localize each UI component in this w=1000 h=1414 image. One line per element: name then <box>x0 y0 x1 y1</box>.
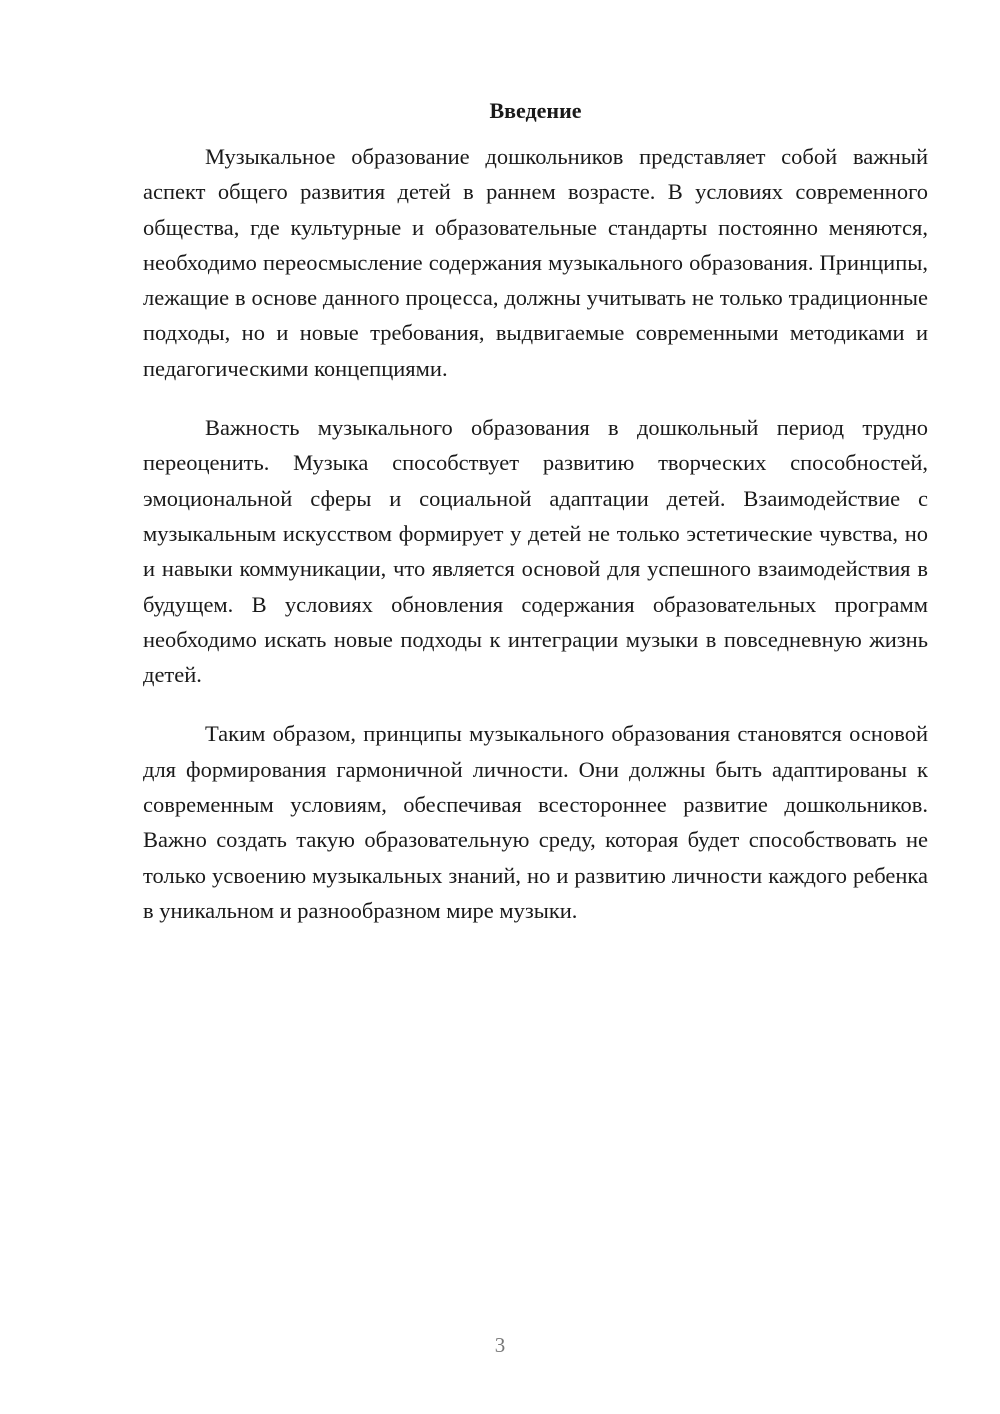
page-title: Введение <box>489 98 582 123</box>
paragraph-3: Таким образом, принципы музыкального образования становятся основой для формирования гармоничной личности. Они должны быть адаптированы к современным условиям, обеспечивая всестороннее развитие дошкольников. Важно создать такую образовательную среду, которая будет способствовать не только усвоению музыкальных знаний, но и развитию личности каждого ребенка в уникальном и разнообразном мире музыки. <box>143 721 928 923</box>
paragraph-1: Музыкальное образование дошкольников представляет собой важный аспект общего развития детей в раннем возрасте. В условиях современного общества, где культурные и образовательные стандарты постоянно меняются, необходимо переосмысление содержания музыкального образования. Принципы, лежащие в основе данного процесса, должны учитывать не только традиционные подходы, но и новые требования, выдвигаемые современными методиками и педагогическими концепциями. <box>143 144 928 381</box>
paragraph-2: Важность музыкального образования в дошкольный период трудно переоценить. Музыка способствует развитию творческих способностей, эмоциональной сферы и социальной адаптации детей. Взаимодействие с музыкальным искусством формирует у детей не только эстетические чувства, но и навыки коммуникации, что является основой для успешного взаимодействия в будущем. В условиях обновления содержания образовательных программ необходимо искать новые подходы к интеграции музыки в повседневную жизнь детей. <box>143 415 928 688</box>
page-body <box>143 96 928 928</box>
page-number: 3 <box>494 1333 506 1357</box>
